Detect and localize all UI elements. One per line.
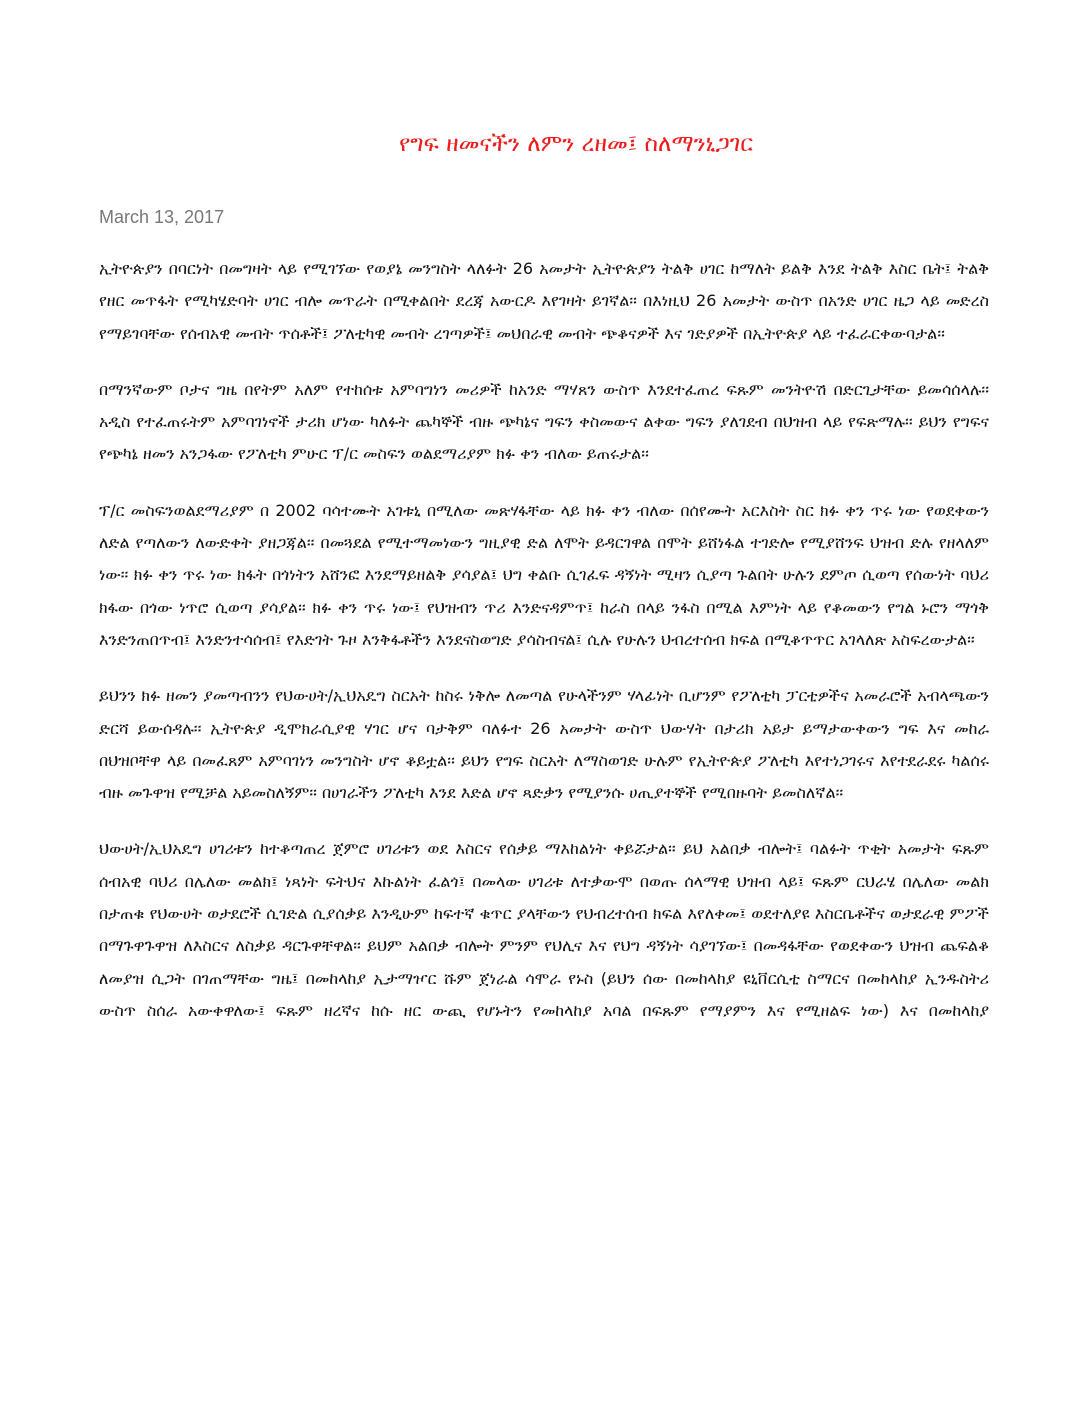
paragraph-4: ይህንን ክፉ ዘመን ያመጣብንን የህውሀት/ኢህአዴግ ስርአት ከስሩ ነቅሎ ለመጣል የሁላችንም ሃላፊነት ቢሆንም የፖለቲካ ፓርቲዎችና አመራሮች አብላጫውን ድርሻ ይውሰዳሉ፡፡ ኢትዮጵያ ዲሞክራሲያዊ ሃገር ሆና ባታቅም ባለፉተ 26 አመታት ውስጥ ህውሃት በታሪክ አይታ ይማታውቀውን ግፍ እና መከራ በህዝቦቸዋ ላይ በመፈጸም አምባገነን መንግስት ሆኖ ቆይቷል፡፡ ይህን የግፍ ስርአት ለማስወገድ ሁሉም የኢትዮጵያ ፖለቲካ እየተነጋገሩና እየተደራደሩ ካልሰሩ ብዙ መጉዋዝ የሚቻል አይመስለኝም፡፡ በሀገራችን ፖለቲካ እንደ እድል ሆኖ ጻድቃን የሚያንሱ ሀጢያተኞች የሚበዙባት ይመስለኛል፡፡: [99, 686, 989, 803]
paragraph-5: ህውሀት/ኢህአዴግ ሀገሪቱን ከተቆጣጠረ ጀምሮ ሀገሪቱን ወደ እስርና የሰቃይ ማእከልነት ቀይሯታል፡፡ ይህ አልበቃ ብሎት፤ ባልፉት ጥቂት አመታት ፍጹም ሰብአዊ ባህሪ በሌለው መልክ፤ ነጻነት ፍትህና እኩልነት ፈልጎ፤ በመላው ሀገሪቱ ለተቃውሞ በወጡ ሰላማዊ ህዝብ ላይ፤ ፍጹም ርህራሄ በሌለው መልክ በታጠቁ የህውሀት ወታደሮች ሲገድል ሲያሰቃይ እንዲሁም ከፍተኛ ቁጥር ያላቸውን የህብረተሰብ ክፍል እየለቀመ፤ ወደተለያዩ እስርቤቶችና ወታደራዊ ምፖች በማጉዋጉዋዝ ለእስርና ለስቃይ ዳርጉዋቸዋል፡፡ ይህም አልበቃ ብሎት ምንም የህሊና እና የህግ ዳኝነት ሳያገኘው፤ በመዳፋቸው የወደቀውን ህዝብ ጨፍልቆ ለመያዝ ሲጋት በገጠማቸው ግዜ፤ በመከላከያ ኢታማዦር ሹም ጀነራል ሳሞራ የኑስ (ይህን ሰው በመከላከያ ዩኒቨርሲቲ ስማርና በመከላከያ ኢንዱስትሪ ውስጥ ስሰራ አውቀዋለው፤ ፍጹም ዘረኛና ከሱ ዘር ውጪ የሆኑትን የመከላከያ አባል በፍጹም የማያምን እና የሚዘልፍ ነው) እና በመከላከያ: [99, 839, 989, 1020]
article-date: March 13, 2017: [99, 207, 225, 227]
paragraph-2: በማንኛውም ቦታና ግዜ በየትም አለም የተከሰቱ አምባግነን መሪዎች ከአንድ ማሃጸን ውስጥ እንደተፈጠረ ፍጹም መንትዮሽ በድርጊታቸው ይመሳሰላሉ፡፡ አዲስ የተፈጠሩትም አምባገነኖች ታሪክ ሆነው ካለፉት ጨካኞች ብዙ ጭካኔና ግፍን ቀስመውና ልቀው ግፍን ያለገደብ በህዝብ ላይ የፍጽማሉ፡፡ ይህን የግፍና የጭካኔ ዘመን አንጋፋው የፖለቲካ ምሁር ፕ/ር መስፍን ወልደማሪያም ክፉ ቀን ብለው ይጠሩታል፡፡: [99, 379, 989, 464]
article-title: የግፍ ዘመናችን ለምን ረዘመ፤ ስለማንኒጋገር: [399, 131, 753, 157]
paragraph-3: ፕ/ር መስፍንወልደማሪያም በ 2002 ባሳተሙት አገቱኒ በሚለው መጽሃፋቸው ላይ ክፉ ቀን ብለው በሰየሙት አርእስት ስር ክፉ ቀን ጥሩ ነው የወደቀውን ለድል የጣለውን ለውድቀት ያዘጋጃል፡፡ በመጓደል የሚተማመነውን ግዚያዊ ድል ለሞት ይዳርገዋል በሞት ይሸነፋል ተገድሎ የሚያሸንፍ ህዝብ ድሉ የዘላለም ነው፡፡ ክፉ ቀን ጥሩ ነው ክፋት በጎነትን አሸንፎ እንደማይዘልቅ ያሳያል፤ ህግ ቀልቡ ሲገፈፍ ዳኝነት ሚዛን ሲያጣ ጉልበት ሁሉን ደምጦ ሲወጣ የሰውነት ባህሪ ክፋው በጎው ነጥሮ ሲወጣ ያሳያል፡፡ ክፉ ቀን ጥሩ ነው፤ የህዝብን ጥሪ እንድናዳምጥ፤ ከራስ በላይ ንፋስ በሚል እምነት ላይ የቆመውን የግል ኑሮን ማጎቅ እንድንጠበጥብ፤ እንድንተሳሰብ፤ የእድገት ጉዞ እንቅፋቶችን እንደናስወግድ ያሳስብናል፤ ሲሉ የሁሉን ህብረተሰብ ክፍል በሚቆጥጥር አገላለጽ አስፍረውታል፡፡: [99, 500, 989, 649]
paragraph-1: ኢትዮጵያን በባርነት በመግዛት ላይ የሚገኘው የወያኔ መንግስት ላለፉት 26 አመታት ኢትዮጵያን ትልቅ ሀገር ከማለት ይልቅ እንደ ትልቅ እስር ቤት፤ ትልቅ የዘር መጥፋት የሚካሄድባት ሀገር ብሎ መጥራት በሚቀልበት ደረጃ አውርዶ እየገዛት ይገኛል፡፡ በእነዚህ 26 አመታት ውስጥ በአንድ ሀገር ዜጋ ላይ መድረስ የማይገባቸው የሰብአዊ መብት ጥሰቶች፤ ፖለቲካዊ መብት ረገጣዎች፤ መህበራዊ መብት ጭቆናዎች እና ገድያዎች በኢትዮጵያ ላይ ተፈራርቀውባታል፡፡: [99, 259, 989, 343]
article-body: [99, 253, 989, 1027]
